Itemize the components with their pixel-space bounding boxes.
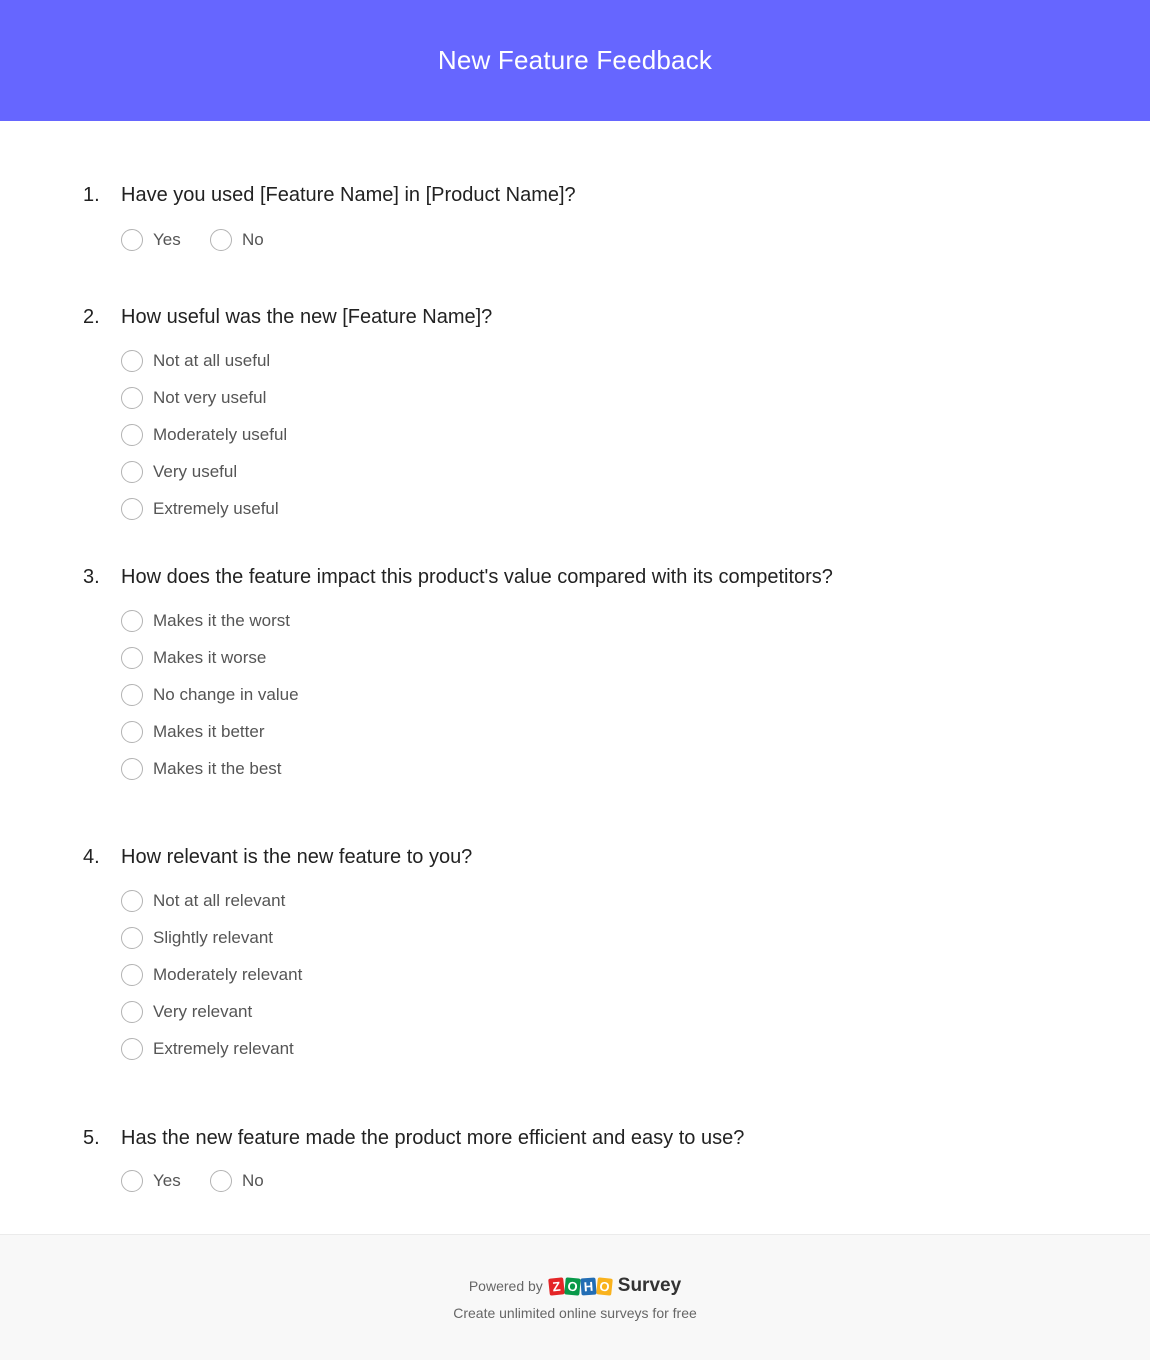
option-makes-it-the-worst[interactable]: [121, 609, 290, 633]
option-label: Yes: [153, 230, 181, 249]
radio-button[interactable]: [210, 1170, 232, 1192]
option-not-very-useful[interactable]: [121, 386, 266, 410]
option-extremely-useful[interactable]: [121, 497, 279, 521]
powered-by-text: Powered by: [468, 1278, 543, 1294]
question-text: How relevant is the new feature to you?: [121, 846, 473, 868]
option-label: Makes it the best: [153, 759, 282, 778]
option-very-relevant[interactable]: [121, 1000, 252, 1024]
question-header: [83, 1127, 744, 1150]
option-not-at-all-relevant[interactable]: [121, 889, 285, 913]
radio-button[interactable]: [121, 890, 143, 912]
option-moderately-relevant[interactable]: [121, 963, 302, 987]
radio-button[interactable]: [121, 1038, 143, 1060]
option-very-useful[interactable]: [121, 460, 237, 484]
option-label: Makes it worse: [153, 648, 267, 667]
option-label: Slightly relevant: [153, 928, 274, 947]
option-no[interactable]: [210, 1169, 264, 1193]
question-header: [83, 184, 576, 207]
radio-button[interactable]: [121, 964, 143, 986]
question-header: [83, 306, 492, 329]
question-text: How does the feature impact this product's value compared with its competitors?: [121, 566, 833, 588]
radio-button[interactable]: [121, 498, 143, 520]
option-makes-it-worse[interactable]: [121, 646, 266, 670]
option-label: Makes it the worst: [153, 611, 290, 630]
zoho-logo-letter-o: O: [564, 1277, 580, 1295]
radio-button[interactable]: [121, 927, 143, 949]
question-text: How useful was the new [Feature Name]?: [121, 306, 493, 328]
question-number: 5.: [83, 1127, 100, 1149]
radio-button[interactable]: [121, 461, 143, 483]
survey-product-name: Survey: [617, 1275, 682, 1296]
option-label: Not at all relevant: [153, 891, 286, 910]
footer-tagline[interactable]: Create unlimited online surveys for free: [453, 1305, 697, 1321]
option-label: Makes it better: [153, 722, 265, 741]
radio-button[interactable]: [121, 387, 143, 409]
radio-button[interactable]: [121, 424, 143, 446]
zoho-logo-letter-z: Z: [548, 1277, 565, 1295]
radio-button[interactable]: [121, 350, 143, 372]
option-yes[interactable]: [121, 228, 181, 252]
option-label: Moderately relevant: [153, 965, 303, 984]
footer: [0, 1234, 1150, 1360]
radio-button[interactable]: [121, 1001, 143, 1023]
option-makes-it-the-best[interactable]: [121, 757, 282, 781]
option-label: Yes: [153, 1171, 181, 1190]
question-text: Has the new feature made the product more efficient and easy to use?: [121, 1127, 745, 1149]
option-slightly-relevant[interactable]: [121, 926, 273, 950]
radio-button[interactable]: [121, 684, 143, 706]
option-label: Not at all useful: [153, 351, 271, 370]
option-label: Very relevant: [153, 1002, 253, 1021]
radio-button[interactable]: [210, 229, 232, 251]
radio-button[interactable]: [121, 229, 143, 251]
option-moderately-useful[interactable]: [121, 423, 287, 447]
radio-button[interactable]: [121, 758, 143, 780]
radio-button[interactable]: [121, 647, 143, 669]
question-header: [83, 846, 472, 869]
option-label: No change in value: [153, 685, 299, 704]
option-extremely-relevant[interactable]: [121, 1037, 294, 1061]
option-label: No: [242, 1171, 264, 1190]
option-label: Extremely relevant: [153, 1039, 294, 1058]
radio-button[interactable]: [121, 721, 143, 743]
question-number: 2.: [83, 306, 100, 328]
zoho-logo-letter-o: O: [596, 1277, 613, 1295]
question-number: 3.: [83, 566, 100, 588]
zoho-logo-letter-h: H: [580, 1277, 596, 1295]
option-yes[interactable]: [121, 1169, 181, 1193]
option-label: No: [242, 230, 264, 249]
question-text: Have you used [Feature Name] in [Product Name]?: [121, 184, 576, 206]
option-not-at-all-useful[interactable]: [121, 349, 270, 373]
radio-button[interactable]: [121, 610, 143, 632]
option-makes-it-better[interactable]: [121, 720, 265, 744]
survey-header: [0, 0, 1150, 121]
option-label: Very useful: [153, 462, 238, 481]
option-no-change-in-value[interactable]: [121, 683, 299, 707]
radio-button[interactable]: [121, 1170, 143, 1192]
question-header: [83, 566, 833, 589]
survey-title: New Feature Feedback: [437, 45, 713, 75]
option-label: Not very useful: [153, 388, 267, 407]
powered-by-row[interactable]: [0, 1275, 1150, 1297]
question-number: 1.: [83, 184, 100, 206]
option-label: Extremely useful: [153, 499, 279, 518]
option-no[interactable]: [210, 228, 264, 252]
zoho-logo[interactable]: [549, 1278, 613, 1295]
question-number: 4.: [83, 846, 100, 868]
option-label: Moderately useful: [153, 425, 288, 444]
